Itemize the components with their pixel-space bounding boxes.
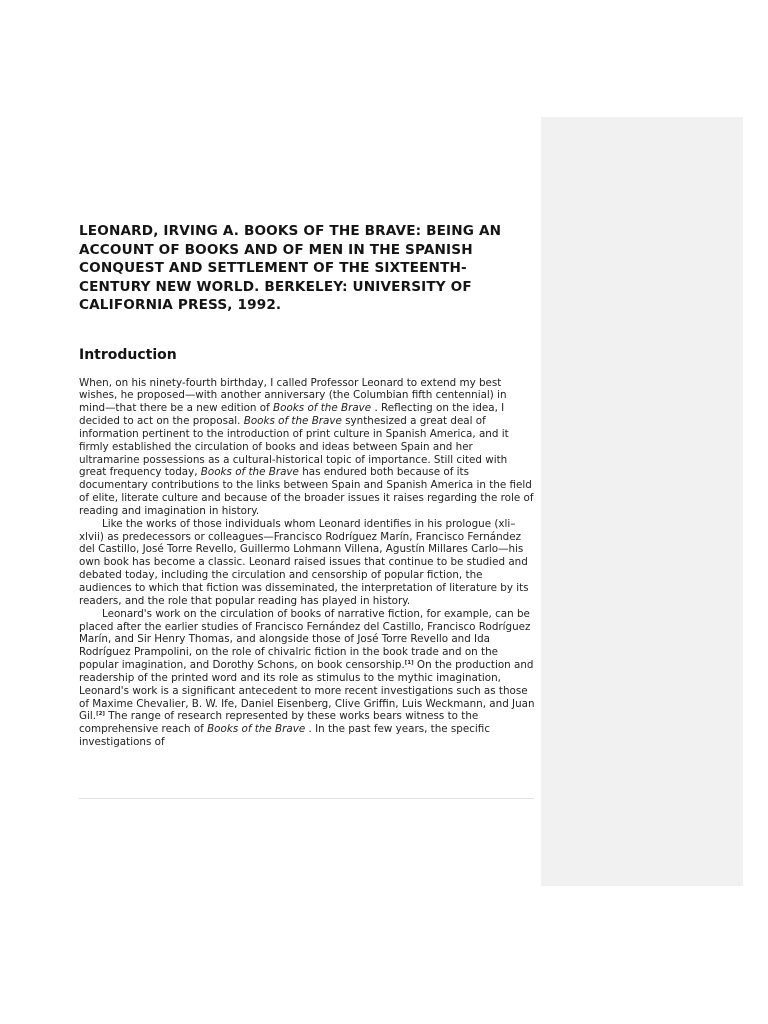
paragraph-1	[79, 377, 535, 518]
paragraph-text: Leonard's work on the circulation of books of narrative fiction, for example, can be placed after the earlier studies of Francisco Fernández del Castillo, Francisco Rodríguez Marín, and Sir Henry Thomas, and alongside those of José Torre Revello and Ida Rodríguez Prampolini, on the role of chivalric fiction in the book trade and on the popular imagination, and Dorothy Schons, on book censorship.	[79, 607, 531, 672]
paragraph-text: The range of research represented by these works bears witness to the comprehensive reach of	[79, 710, 479, 736]
paragraph-text: . Reflecting on the idea, I decided to act on the proposal.	[79, 402, 505, 428]
paragraph-text: . In the past few years, the specific investigations of	[79, 723, 491, 749]
page-divider	[79, 798, 534, 799]
paragraph-text: synthesized a great deal of information pertinent to the introduction of print culture in Spanish America, and it firmly established the circulation of books and ideas between Spain and her ultramarine possessions as a cultural-historical topic of importance. Still cited with great frequency today,	[79, 415, 509, 479]
paragraph-text: Like the works of those individuals whom Leonard identifies in his prologue (xli–xlvii) as predecessors or colleagues—Francisco Rodríguez Marín, Francisco Fernández del Castillo, José Torre Revello, Guillermo Lohmann Villena, Agustín Millares Carlo—his own book has become a classic. Leonard raised issues that continue to be studied and debated today, including the circulation and censorship of popular fiction, the audiences to which that fiction was disseminated, the interpretation of literature by its readers, and the role that popular reading has played in history.	[79, 517, 529, 607]
body-text	[79, 377, 535, 749]
paragraph-3	[79, 608, 535, 749]
footnote-ref-2[interactable]: [2]	[96, 711, 105, 718]
italic-book-title: Books of the Brave	[273, 402, 372, 415]
document-body	[79, 222, 535, 749]
document-title: LEONARD, IRVING A. BOOKS OF THE BRAVE: BEING AN ACCOUNT OF BOOKS AND OF MEN IN THE SPANISH CONQUEST AND SETTLEMENT OF THE SIXTEENTH-CENTURY NEW WORLD. BERKELEY: UNIVERSITY OF CALIFORNIA PRESS, 1992.	[79, 223, 502, 313]
italic-book-title: Books of the Brave	[243, 415, 342, 428]
paragraph-text: On the production and readership of the printed word and its role as stimulus to the mythic imagination, Leonard's work is a significant antecedent to more recent investigations such as those of Maxime Chevalier, B. W. Ife, Daniel Eisenberg, Clive Griffin, Luis Weckmann, and Juan Gil.	[79, 659, 535, 723]
section-heading: Introduction	[79, 346, 177, 363]
italic-book-title: Books of the Brave	[207, 723, 306, 736]
paragraph-text: has endured both because of its documentary contributions to the links between Spain and Spanish America in the field of elite, literate culture and because of the broader issues it raises regarding the role of reading and imagination in history.	[79, 466, 534, 517]
italic-book-title: Books of the Brave	[200, 466, 299, 479]
paragraph-text: When, on his ninety-fourth birthday, I called Professor Leonard to extend my best wishes, he proposed—with another anniversary (the Columbian fifth centennial) in mind—that there be a new edition of	[79, 376, 507, 415]
sidebar-panel	[541, 117, 743, 886]
footnote-ref-1[interactable]: [1]	[404, 660, 414, 667]
paragraph-2	[79, 518, 535, 608]
